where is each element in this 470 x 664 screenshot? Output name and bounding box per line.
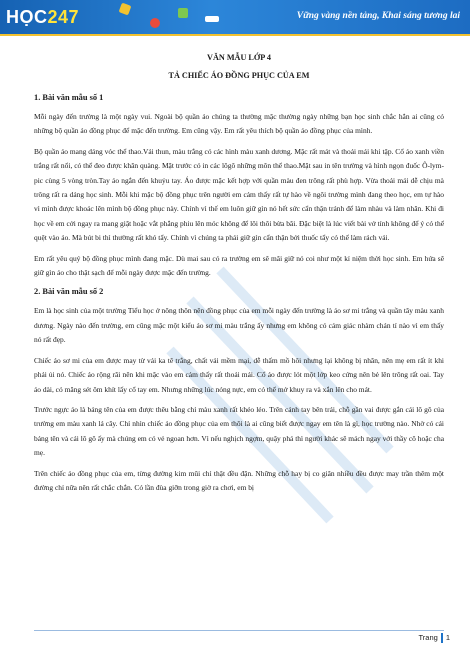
logo-number: 247 (47, 7, 80, 27)
paragraph: Mỗi ngày đến trường là một ngày vui. Ngoài bộ quần áo chúng ta thường mặc thường ngày những bạn học sinh chắc hẳn ai cũng có những bộ quần áo đồng phục để mặc đến trường. Em cũng vậy. Em rất yêu thích bộ quần áo đồng phục của mình. (34, 112, 444, 136)
decoration-icon-4 (205, 16, 219, 22)
logo-text: HỌC (6, 7, 48, 27)
section1-heading: 1. Bài văn mẫu số 1 (34, 93, 104, 102)
page-label: Trang (418, 633, 438, 642)
paragraph: Trên chiếc áo đồng phục của em, từng đường kim mũi chỉ thật đều đặn. Những chỗ hay bị co giãn nhiều đều được may trần thêm một đường chỉ nữa nên rất chắc chắn. Có lần đùa giỡn trong giờ ra chơi, em bị (34, 468, 444, 492)
footer-divider (34, 630, 444, 631)
header-divider (0, 34, 470, 36)
document-subtitle: TẢ CHIẾC ÁO ĐỒNG PHỤC CỦA EM (168, 71, 310, 80)
header-slogan: Vững vàng nền tảng, Khai sáng tương lai (296, 11, 460, 21)
paragraph: Bộ quần áo mang dáng vóc thể thao.Vải thun, màu trắng có các hình màu xanh dương. Mặc rất mát và thoải mái khi tập. Cổ áo xanh viền trắng rất nổi, có thể đeo được khăn quàng. Mặt trước có in các lôgô những môn thể thao.Mặt sau in tên trường và hình ngọn đuốc Ô-lym-pic cùng 5 vòng tròn.Tay áo ngắn đến khuỷu tay. Áo được mặc kết hợp với quần màu đen trông rất phù hợp. Vừa thoải mái dễ chịu mà trông rất ra dáng học sinh. Mỗi khi mặc bộ đồng phục trên người em cảm thấy rất tự hào về ngôi trường mình đang theo học, em tự hào vì mình được khoác lên mình bộ đồng phục này. Chính vì thế em luôn giữ gìn nó hết sức cẩn thận tránh để làm nhàu và làm nhăn. Khi đi học về em cởi ngay ra mang giặt hoặc vắt phẳng phiu lên móc không để lôi thôi bừa bãi. Đặc biệt là lúc viết bài vở tính không để ý có thể quệt vào áo. Mà bút bi thì thường rất khó tẩy. Chính vì chúng ta phải giữ gìn cẩn thận bởi thuốc tẩy có thể làm rách vải. (34, 146, 444, 243)
site-header (0, 0, 470, 34)
paragraph: Em là học sinh của một trường Tiểu học ở nông thôn nên đồng phục của em mỗi ngày đến trường là áo sơ mi trắng và quần tây màu xanh dương. Ngày nào đến trường, em cũng mặc một kiểu áo sơ mi màu trắng ấy nhưng em không có cảm giác nhàm chán tí nào vì em thấy nó rất đẹp. (34, 306, 444, 345)
decoration-icon-2 (150, 18, 160, 28)
paragraph: Chiếc áo sơ mi của em được may từ vải ka tê trắng, chất vải mềm mại, dễ thấm mồ hôi nhưng lại không bị nhăn, nên mẹ em rất ít khi phải ủi nó. Chiếc áo rộng rãi nên khi mặc vào em cảm thấy rất thoải mái. Cổ áo được lót một lớp keo cứng nên bẻ lên trông rất oai. Tay áo dài, có măng sét ôm khít lấy cổ tay em. Nhưng những lúc nóng nực, em có thể mở khuy ra và xắn lên cho mát. (34, 355, 444, 394)
paragraph: Trước ngực áo là bảng tên của em được thêu bằng chỉ màu xanh rất khéo léo. Trên cánh tay bên trái, chỗ gần vai được gắn cái lô gô của trường em màu xanh lá cây. Chỉ nhìn chiếc áo đồng phục của em thôi là ai cũng biết được ngay em tên là gì, học trường nào. Nhờ có cái bảng tên và cái lô gô ấy mà chúng em có vẻ ngoan hơn. Vì nếu nghịch ngợm, quậy phá thì người khác sẽ mách ngay với thầy cô hoặc cha mẹ. (34, 404, 444, 458)
hoc247-logo[interactable] (6, 6, 79, 28)
page-separator (441, 633, 443, 643)
page-number-value: 1 (445, 633, 450, 642)
paragraph: Em rất yêu quý bộ đồng phục mình đang mặc. Dù mai sau có ra trường em sẽ mãi giữ nó coi như một kỉ niệm thời học sinh. Em hứa sẽ giữ gìn áo cho thật sạch để mỗi ngày được mặc đến trường. (34, 253, 444, 278)
document-body (34, 48, 444, 501)
page-number (419, 633, 451, 643)
document-title: VĂN MẪU LỚP 4 (207, 53, 271, 62)
decoration-icon-3 (178, 8, 188, 18)
section2-heading: 2. Bài văn mẫu số 2 (34, 287, 104, 297)
